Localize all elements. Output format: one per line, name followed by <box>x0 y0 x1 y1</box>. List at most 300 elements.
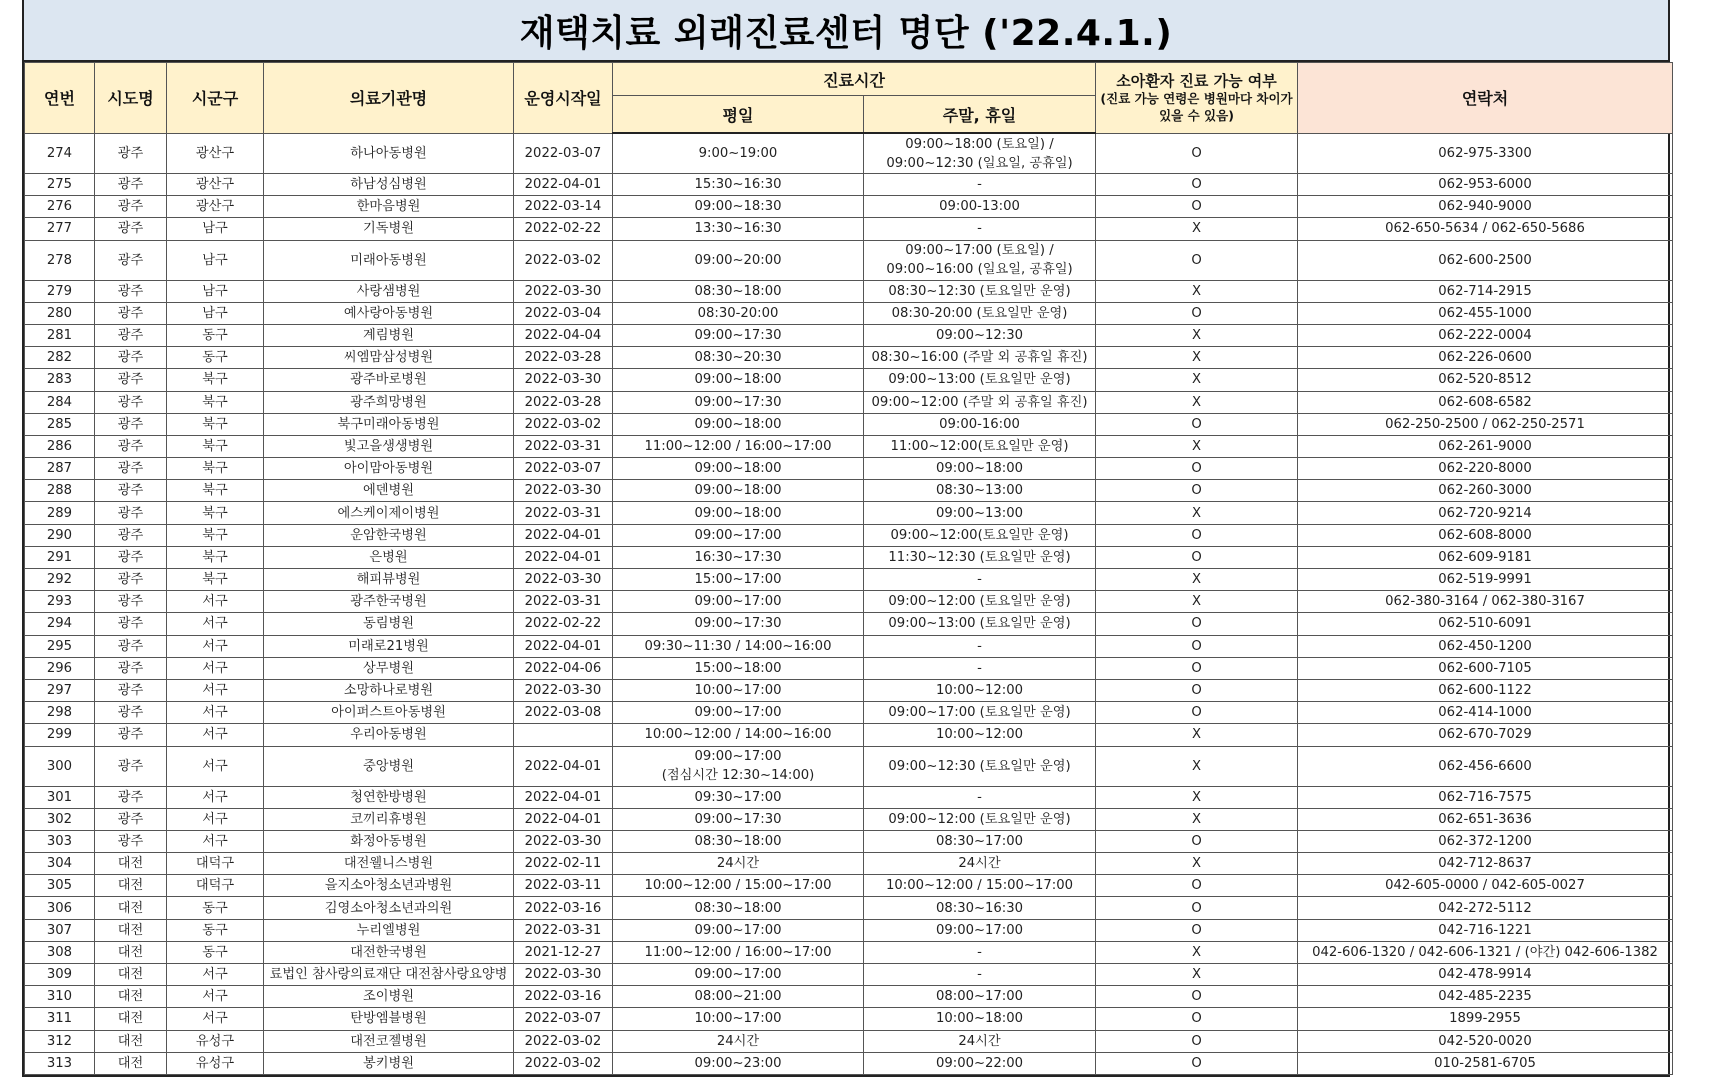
table-row <box>25 546 1673 568</box>
cell-weekday-hours-line: 08:30~20:30 <box>694 350 782 366</box>
cell-no: 276 <box>25 196 95 218</box>
cell-contact: 062-520-8512 <box>1298 369 1673 391</box>
cell-start-date: 2022-03-02 <box>514 1052 613 1074</box>
cell-start-date: 2022-03-31 <box>514 502 613 524</box>
cell-start-date: 2022-03-02 <box>514 413 613 435</box>
cell-pediatric: O <box>1096 613 1298 635</box>
cell-pediatric: X <box>1096 218 1298 240</box>
cell-weekend-hours <box>864 724 1096 746</box>
cell-weekday-hours <box>613 986 864 1008</box>
table-row <box>25 875 1673 897</box>
cell-no: 308 <box>25 941 95 963</box>
cell-weekend-hours-line: 10:00~12:00 <box>935 683 1024 699</box>
cell-pediatric: O <box>1096 174 1298 196</box>
cell-sido: 광주 <box>95 702 167 724</box>
cell-sigungu: 동구 <box>167 919 264 941</box>
cell-weekend-hours <box>864 964 1096 986</box>
cell-weekday-hours <box>613 875 864 897</box>
cell-weekend-hours <box>864 613 1096 635</box>
cell-weekend-hours-line: 10:00~18:00 <box>935 1011 1024 1027</box>
cell-weekday-hours-line: 10:00~12:00 / 15:00~17:00 <box>644 878 832 894</box>
cell-weekend-hours-line: 24시간 <box>958 856 1001 872</box>
cell-sido: 광주 <box>95 724 167 746</box>
cell-weekday-hours-line: 09:00~17:00 <box>694 922 782 938</box>
cell-pediatric: O <box>1096 240 1298 280</box>
cell-start-date: 2022-02-22 <box>514 218 613 240</box>
cell-contact: 062-608-8000 <box>1298 524 1673 546</box>
table-row <box>25 347 1673 369</box>
cell-weekend-hours <box>864 324 1096 346</box>
cell-weekend-hours <box>864 635 1096 657</box>
cell-start-date: 2022-03-31 <box>514 591 613 613</box>
cell-weekend-hours-line: - <box>977 789 982 805</box>
cell-no: 291 <box>25 546 95 568</box>
cell-sido: 대전 <box>95 875 167 897</box>
cell-weekend-hours-line: 08:30~16:30 <box>935 900 1024 916</box>
cell-sigungu: 서구 <box>167 679 264 701</box>
col-header-pediatric <box>1096 63 1298 134</box>
cell-pediatric: O <box>1096 480 1298 502</box>
cell-weekend-hours <box>864 347 1096 369</box>
cell-weekend-hours-line: 09:00~12:00 (토요일만 운영) <box>888 811 1071 827</box>
cell-institution: 하나아동병원 <box>264 133 514 174</box>
cell-sido: 대전 <box>95 941 167 963</box>
cell-weekend-hours <box>864 218 1096 240</box>
cell-weekend-hours-line: 08:00~17:00 <box>935 989 1024 1005</box>
cell-institution: 에덴병원 <box>264 480 514 502</box>
title-bar <box>22 0 1670 62</box>
table-row <box>25 591 1673 613</box>
cell-start-date: 2022-03-30 <box>514 369 613 391</box>
cell-sigungu: 북구 <box>167 458 264 480</box>
cell-no: 280 <box>25 302 95 324</box>
cell-sido: 광주 <box>95 347 167 369</box>
cell-weekend-hours <box>864 240 1096 280</box>
cell-start-date: 2022-03-02 <box>514 240 613 280</box>
cell-weekend-hours <box>864 746 1096 786</box>
table-row <box>25 1008 1673 1030</box>
cell-start-date: 2022-02-11 <box>514 853 613 875</box>
cell-sigungu: 유성구 <box>167 1052 264 1074</box>
cell-weekend-hours-line: - <box>977 638 982 654</box>
cell-sido: 광주 <box>95 480 167 502</box>
cell-weekday-hours <box>613 897 864 919</box>
cell-weekday-hours-line: 09:30~11:30 / 14:00~16:00 <box>644 638 832 654</box>
cell-weekend-hours <box>864 413 1096 435</box>
table-row <box>25 1030 1673 1052</box>
cell-start-date: 2022-03-07 <box>514 458 613 480</box>
cell-weekday-hours <box>613 919 864 941</box>
cell-pediatric: O <box>1096 657 1298 679</box>
cell-pediatric: X <box>1096 786 1298 808</box>
cell-weekend-hours-line: 09:00~16:00 (일요일, 공휴일) <box>886 262 1073 278</box>
cell-no: 285 <box>25 413 95 435</box>
cell-pediatric: O <box>1096 458 1298 480</box>
cell-no: 313 <box>25 1052 95 1074</box>
cell-weekday-hours <box>613 808 864 830</box>
cell-sigungu: 서구 <box>167 657 264 679</box>
cell-weekday-hours-line: 9:00~19:00 <box>698 146 778 161</box>
cell-weekday-hours-line: 09:30~17:00 <box>694 789 782 805</box>
cell-start-date: 2022-03-31 <box>514 435 613 457</box>
cell-weekend-hours <box>864 502 1096 524</box>
table-row <box>25 830 1673 852</box>
cell-weekend-hours <box>864 657 1096 679</box>
cell-pediatric: X <box>1096 941 1298 963</box>
cell-sigungu: 북구 <box>167 391 264 413</box>
cell-weekend-hours-line: 09:00~17:00 (토요일만 운영) <box>888 705 1071 721</box>
cell-pediatric: X <box>1096 347 1298 369</box>
cell-contact: 062-519-9991 <box>1298 569 1673 591</box>
cell-weekend-hours-line: 09:00~18:00 <box>935 461 1024 477</box>
cell-no: 312 <box>25 1030 95 1052</box>
cell-weekend-hours <box>864 941 1096 963</box>
cell-no: 274 <box>25 133 95 174</box>
table-row <box>25 724 1673 746</box>
cell-no: 283 <box>25 369 95 391</box>
cell-weekday-hours <box>613 435 864 457</box>
cell-sigungu: 북구 <box>167 480 264 502</box>
cell-institution: 을지소아청소년과병원 <box>264 875 514 897</box>
cell-no: 284 <box>25 391 95 413</box>
cell-sigungu: 서구 <box>167 613 264 635</box>
cell-no: 281 <box>25 324 95 346</box>
cell-weekend-hours <box>864 702 1096 724</box>
cell-weekend-hours <box>864 786 1096 808</box>
cell-weekday-hours <box>613 546 864 568</box>
cell-sigungu: 남구 <box>167 240 264 280</box>
cell-sigungu: 남구 <box>167 280 264 302</box>
table-row <box>25 240 1673 280</box>
cell-no: 304 <box>25 853 95 875</box>
cell-weekday-hours-line: 09:00~17:30 <box>694 616 782 632</box>
cell-start-date: 2022-03-14 <box>514 196 613 218</box>
cell-weekday-hours-line: 09:00~17:00 <box>694 967 782 983</box>
cell-weekend-hours-line: 09:00~17:00 (토요일) / <box>905 243 1054 259</box>
col-header-start-date: 운영시작일 <box>514 63 613 134</box>
cell-no: 279 <box>25 280 95 302</box>
cell-weekday-hours <box>613 324 864 346</box>
cell-pediatric: O <box>1096 1052 1298 1074</box>
cell-sigungu: 서구 <box>167 591 264 613</box>
cell-weekend-hours-line: - <box>977 967 982 983</box>
cell-weekday-hours-line: 24시간 <box>716 856 760 872</box>
cell-sigungu: 광산구 <box>167 133 264 174</box>
cell-sigungu: 동구 <box>167 324 264 346</box>
cell-weekend-hours-line: 24시간 <box>958 1033 1001 1049</box>
cell-no: 287 <box>25 458 95 480</box>
cell-contact: 062-600-7105 <box>1298 657 1673 679</box>
cell-institution: 화정아동병원 <box>264 830 514 852</box>
cell-contact: 062-261-9000 <box>1298 435 1673 457</box>
cell-weekend-hours-line: - <box>977 660 982 676</box>
cell-contact: 062-609-9181 <box>1298 546 1673 568</box>
cell-pediatric: O <box>1096 1008 1298 1030</box>
cell-sido: 광주 <box>95 830 167 852</box>
cell-start-date: 2022-03-30 <box>514 569 613 591</box>
col-header-weekend: 주말, 휴일 <box>864 96 1096 134</box>
table-row <box>25 458 1673 480</box>
cell-sido: 광주 <box>95 746 167 786</box>
cell-start-date: 2022-04-01 <box>514 174 613 196</box>
cell-start-date <box>514 724 613 746</box>
table-row <box>25 302 1673 324</box>
cell-start-date: 2022-04-01 <box>514 524 613 546</box>
cell-sido: 광주 <box>95 413 167 435</box>
cell-no: 295 <box>25 635 95 657</box>
cell-sigungu: 북구 <box>167 524 264 546</box>
cell-institution: 아이퍼스트아동병원 <box>264 702 514 724</box>
col-header-contact: 연락처 <box>1298 63 1673 134</box>
cell-institution: 씨엠맘삼성병원 <box>264 347 514 369</box>
cell-sigungu: 유성구 <box>167 1030 264 1052</box>
table-row <box>25 853 1673 875</box>
cell-no: 288 <box>25 480 95 502</box>
cell-weekday-hours-line: 15:00~17:00 <box>694 572 782 588</box>
cell-contact: 062-714-2915 <box>1298 280 1673 302</box>
cell-sido: 광주 <box>95 391 167 413</box>
cell-weekday-hours <box>613 347 864 369</box>
cell-start-date: 2022-03-16 <box>514 897 613 919</box>
table-row <box>25 524 1673 546</box>
cell-weekday-hours-line: 10:00~17:00 <box>694 1011 782 1027</box>
cell-pediatric: O <box>1096 302 1298 324</box>
cell-weekday-hours <box>613 218 864 240</box>
cell-weekend-hours-line: 08:30~12:30 (토요일만 운영) <box>888 283 1071 299</box>
table-row <box>25 919 1673 941</box>
cell-sido: 광주 <box>95 302 167 324</box>
cell-start-date: 2022-02-22 <box>514 613 613 635</box>
cell-pediatric: O <box>1096 635 1298 657</box>
cell-start-date: 2022-03-07 <box>514 1008 613 1030</box>
cell-weekend-hours <box>864 853 1096 875</box>
cell-sido: 광주 <box>95 435 167 457</box>
cell-sigungu: 동구 <box>167 347 264 369</box>
cell-institution: 해피뷰병원 <box>264 569 514 591</box>
cell-institution: 운암한국병원 <box>264 524 514 546</box>
table-row <box>25 786 1673 808</box>
cell-weekday-hours-line: 24시간 <box>716 1033 760 1049</box>
cell-contact: 042-716-1221 <box>1298 919 1673 941</box>
cell-start-date: 2022-03-04 <box>514 302 613 324</box>
cell-weekend-hours <box>864 280 1096 302</box>
cell-weekday-hours-line: 16:30~17:30 <box>694 549 782 565</box>
cell-sigungu: 북구 <box>167 569 264 591</box>
cell-sigungu: 서구 <box>167 1008 264 1030</box>
col-header-weekday: 평일 <box>613 96 864 134</box>
cell-weekend-hours-line: - <box>977 944 982 960</box>
cell-contact: 062-600-2500 <box>1298 240 1673 280</box>
cell-weekend-hours-line: - <box>977 221 982 237</box>
cell-no: 302 <box>25 808 95 830</box>
cell-sido: 대전 <box>95 853 167 875</box>
cell-no: 307 <box>25 919 95 941</box>
cell-contact: 062-414-1000 <box>1298 702 1673 724</box>
cell-institution: 우리아동병원 <box>264 724 514 746</box>
cell-pediatric: X <box>1096 591 1298 613</box>
cell-weekday-hours-line: 08:30-20:00 <box>697 305 779 321</box>
cell-contact: 062-455-1000 <box>1298 302 1673 324</box>
cell-contact: 062-260-3000 <box>1298 480 1673 502</box>
cell-sido: 대전 <box>95 1008 167 1030</box>
cell-weekday-hours <box>613 569 864 591</box>
cell-weekend-hours-line: 10:00~12:00 / 15:00~17:00 <box>886 878 1073 894</box>
cell-sigungu: 서구 <box>167 786 264 808</box>
cell-sigungu: 서구 <box>167 702 264 724</box>
cell-institution: 동림병원 <box>264 613 514 635</box>
cell-sido: 대전 <box>95 964 167 986</box>
cell-weekend-hours <box>864 369 1096 391</box>
cell-sido: 광주 <box>95 786 167 808</box>
cell-institution: 청연한방병원 <box>264 786 514 808</box>
cell-weekend-hours <box>864 1030 1096 1052</box>
cell-weekend-hours-line: 09:00~12:30 <box>935 328 1024 344</box>
cell-start-date: 2022-03-28 <box>514 391 613 413</box>
cell-sigungu: 북구 <box>167 413 264 435</box>
page-title: 재택치료 외래진료센터 명단 ('22.4.1.) <box>519 12 1173 54</box>
cell-contact: 062-222-0004 <box>1298 324 1673 346</box>
cell-institution: 기독병원 <box>264 218 514 240</box>
cell-start-date: 2022-04-04 <box>514 324 613 346</box>
cell-weekday-hours-line: 08:30~18:00 <box>694 833 782 849</box>
pediatric-note: (진료 가능 연령은 병원마다 차이가 있을 수 있음) <box>1100 90 1293 123</box>
cell-no: 292 <box>25 569 95 591</box>
cell-start-date: 2022-03-02 <box>514 1030 613 1052</box>
cell-no: 297 <box>25 679 95 701</box>
cell-no: 293 <box>25 591 95 613</box>
cell-weekday-hours <box>613 391 864 413</box>
cell-weekend-hours <box>864 830 1096 852</box>
table-row <box>25 746 1673 786</box>
col-header-no: 연번 <box>25 63 95 134</box>
cell-pediatric: X <box>1096 391 1298 413</box>
cell-no: 309 <box>25 964 95 986</box>
cell-institution: 미래아동병원 <box>264 240 514 280</box>
cell-sigungu: 대덕구 <box>167 875 264 897</box>
cell-pediatric: O <box>1096 524 1298 546</box>
cell-start-date: 2022-04-01 <box>514 808 613 830</box>
col-header-hours: 진료시간 <box>613 63 1096 96</box>
cell-sigungu: 서구 <box>167 635 264 657</box>
pediatric-title: 소아환자 진료 가능 여부 <box>1116 71 1277 90</box>
cell-institution: 북구미래아동병원 <box>264 413 514 435</box>
cell-sido: 광주 <box>95 196 167 218</box>
cell-start-date: 2022-03-30 <box>514 679 613 701</box>
cell-weekend-hours-line: 09:00~12:00 (토요일만 운영) <box>888 594 1071 610</box>
table-row <box>25 324 1673 346</box>
cell-no: 282 <box>25 347 95 369</box>
cell-start-date: 2022-03-08 <box>514 702 613 724</box>
table-row <box>25 280 1673 302</box>
cell-sigungu: 대덕구 <box>167 853 264 875</box>
cell-institution: 료법인 참사랑의료재단 대전참사랑요양병 <box>264 964 514 986</box>
cell-sido: 광주 <box>95 324 167 346</box>
cell-weekend-hours <box>864 391 1096 413</box>
cell-contact: 062-250-2500 / 062-250-2571 <box>1298 413 1673 435</box>
cell-weekend-hours-line: 08:30~13:00 <box>935 483 1024 499</box>
cell-pediatric: O <box>1096 413 1298 435</box>
cell-pediatric: X <box>1096 502 1298 524</box>
cell-weekday-hours-line: 09:00~18:00 <box>694 372 782 388</box>
cell-institution: 봉키병원 <box>264 1052 514 1074</box>
cell-weekend-hours <box>864 986 1096 1008</box>
cell-weekday-hours <box>613 369 864 391</box>
cell-institution: 조이병원 <box>264 986 514 1008</box>
cell-weekend-hours-line: - <box>977 177 982 193</box>
table-row <box>25 435 1673 457</box>
cell-contact: 042-272-5112 <box>1298 897 1673 919</box>
cell-pediatric: X <box>1096 435 1298 457</box>
cell-contact: 062-720-9214 <box>1298 502 1673 524</box>
cell-sido: 대전 <box>95 1030 167 1052</box>
cell-weekday-hours-line: 09:00~17:30 <box>694 811 782 827</box>
cell-sido: 광주 <box>95 524 167 546</box>
cell-weekday-hours <box>613 591 864 613</box>
table-row <box>25 196 1673 218</box>
cell-weekday-hours-line: 09:00~18:00 <box>694 505 782 521</box>
cell-weekday-hours <box>613 786 864 808</box>
cell-weekday-hours <box>613 1030 864 1052</box>
cell-sigungu: 북구 <box>167 546 264 568</box>
table-wrapper <box>22 62 1670 1077</box>
cell-weekend-hours-line: 09:00~13:00 <box>935 505 1024 521</box>
cell-weekend-hours <box>864 919 1096 941</box>
cell-weekend-hours <box>864 1008 1096 1030</box>
cell-pediatric: O <box>1096 679 1298 701</box>
cell-pediatric: X <box>1096 808 1298 830</box>
cell-institution: 에스케이제이병원 <box>264 502 514 524</box>
cell-pediatric: O <box>1096 1030 1298 1052</box>
cell-institution: 소망하나로병원 <box>264 679 514 701</box>
cell-start-date: 2022-03-30 <box>514 280 613 302</box>
table-row <box>25 635 1673 657</box>
cell-sido: 대전 <box>95 919 167 941</box>
cell-sido: 대전 <box>95 897 167 919</box>
cell-start-date: 2022-04-06 <box>514 657 613 679</box>
cell-weekday-hours <box>613 1052 864 1074</box>
cell-contact: 062-651-3636 <box>1298 808 1673 830</box>
cell-sigungu: 남구 <box>167 218 264 240</box>
cell-weekend-hours <box>864 897 1096 919</box>
cell-weekday-hours <box>613 941 864 963</box>
cell-no: 290 <box>25 524 95 546</box>
cell-sigungu: 서구 <box>167 724 264 746</box>
cell-sido: 광주 <box>95 613 167 635</box>
cell-contact: 042-712-8637 <box>1298 853 1673 875</box>
cell-weekday-hours-line: (점심시간 12:30~14:00) <box>661 768 815 783</box>
cell-weekday-hours <box>613 635 864 657</box>
cell-weekend-hours-line: 09:00~12:00(토요일만 운영) <box>890 527 1069 543</box>
sheet <box>22 0 1670 1077</box>
cell-weekend-hours <box>864 808 1096 830</box>
cell-sido: 대전 <box>95 986 167 1008</box>
cell-weekday-hours-line: 09:00~18:00 <box>694 483 782 499</box>
cell-weekday-hours <box>613 724 864 746</box>
cell-pediatric: X <box>1096 724 1298 746</box>
cell-weekend-hours <box>864 875 1096 897</box>
cell-weekday-hours <box>613 524 864 546</box>
cell-weekend-hours-line: 08:30~16:00 (주말 외 공휴일 휴진) <box>871 350 1088 366</box>
cell-contact: 1899-2955 <box>1298 1008 1673 1030</box>
cell-pediatric: O <box>1096 830 1298 852</box>
cell-weekend-hours <box>864 480 1096 502</box>
cell-no: 300 <box>25 746 95 786</box>
cell-contact: 062-608-6582 <box>1298 391 1673 413</box>
cell-weekend-hours <box>864 1052 1096 1074</box>
cell-weekday-hours <box>613 702 864 724</box>
cell-contact: 042-485-2235 <box>1298 986 1673 1008</box>
cell-pediatric: X <box>1096 324 1298 346</box>
